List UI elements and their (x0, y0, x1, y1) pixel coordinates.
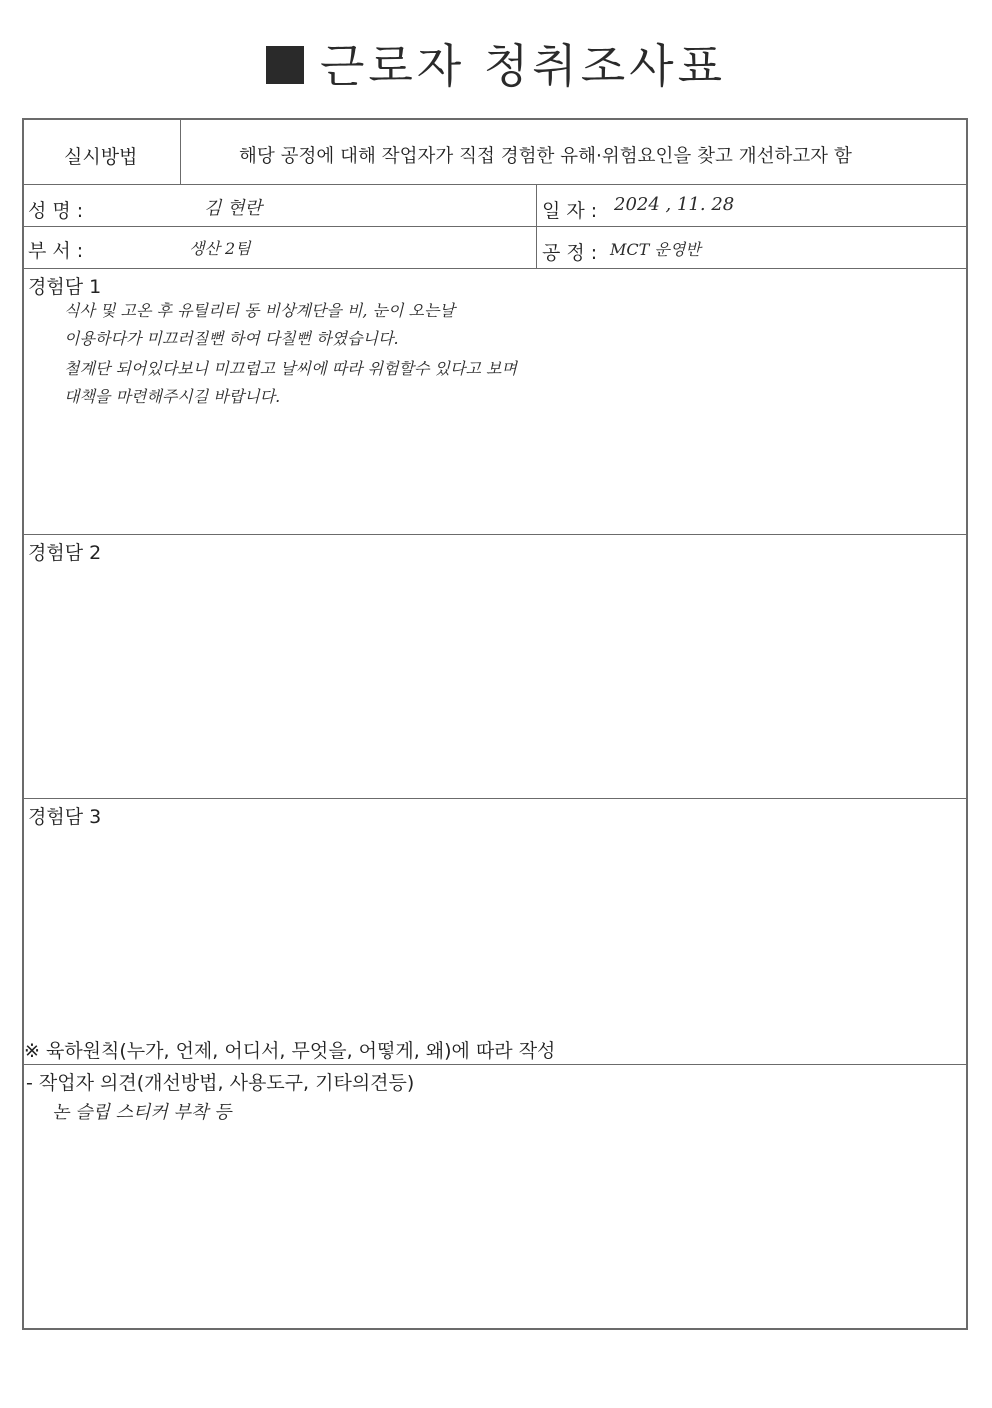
process-label: 공 정 : (542, 242, 598, 264)
row-divider (24, 534, 966, 535)
col-divider (180, 120, 181, 184)
experience-1-label: 경험담 1 (28, 276, 102, 298)
experience-1-line-2: 이용하다가 미끄러질뻔 하여 다칠뻔 하였습니다. (64, 329, 399, 348)
method-label: 실시방법 (64, 146, 138, 168)
date-label: 일 자 : (542, 200, 598, 222)
experience-3-label: 경험담 3 (28, 806, 102, 828)
page-title (0, 30, 992, 96)
black-square-icon (266, 46, 304, 84)
process-value: MCT 운영반 (610, 240, 701, 259)
page-title-text: 근로자 청취조사표 (319, 39, 727, 93)
opinion-label: - 작업자 의견(개선방법, 사용도구, 기타의견등) (26, 1072, 415, 1094)
row-divider (24, 798, 966, 799)
experience-1-line-4: 대책을 마련해주시길 바랍니다. (64, 387, 281, 406)
col-divider (536, 184, 537, 268)
date-value: 2024 , 11. 28 (614, 194, 735, 215)
experience-1-line-3: 철계단 되어있다보니 미끄럽고 날씨에 따라 위험할수 있다고 보며 (64, 359, 517, 378)
survey-form (22, 118, 968, 1330)
row-divider (24, 1064, 966, 1065)
dept-value: 생산 2팀 (189, 239, 251, 258)
row-divider (24, 226, 966, 227)
name-value: 김 현란 (204, 198, 262, 219)
experience-2-label: 경험담 2 (28, 542, 102, 564)
principle-note: ※ 육하원칙(누가, 언제, 어디서, 무엇을, 어떻게, 왜)에 따라 작성 (24, 1040, 556, 1062)
opinion-value: 논 슬립 스티커 부착 등 (52, 1102, 232, 1123)
name-label: 성 명 : (28, 200, 84, 222)
row-divider (24, 268, 966, 269)
dept-label: 부 서 : (28, 240, 84, 262)
experience-1-line-1: 식사 및 고온 후 유틸리티 동 비상계단을 비, 눈이 오는날 (64, 301, 455, 320)
row-divider (24, 184, 966, 185)
method-text: 해당 공정에 대해 작업자가 직접 경험한 유해·위험요인을 찾고 개선하고자 함 (239, 146, 852, 167)
